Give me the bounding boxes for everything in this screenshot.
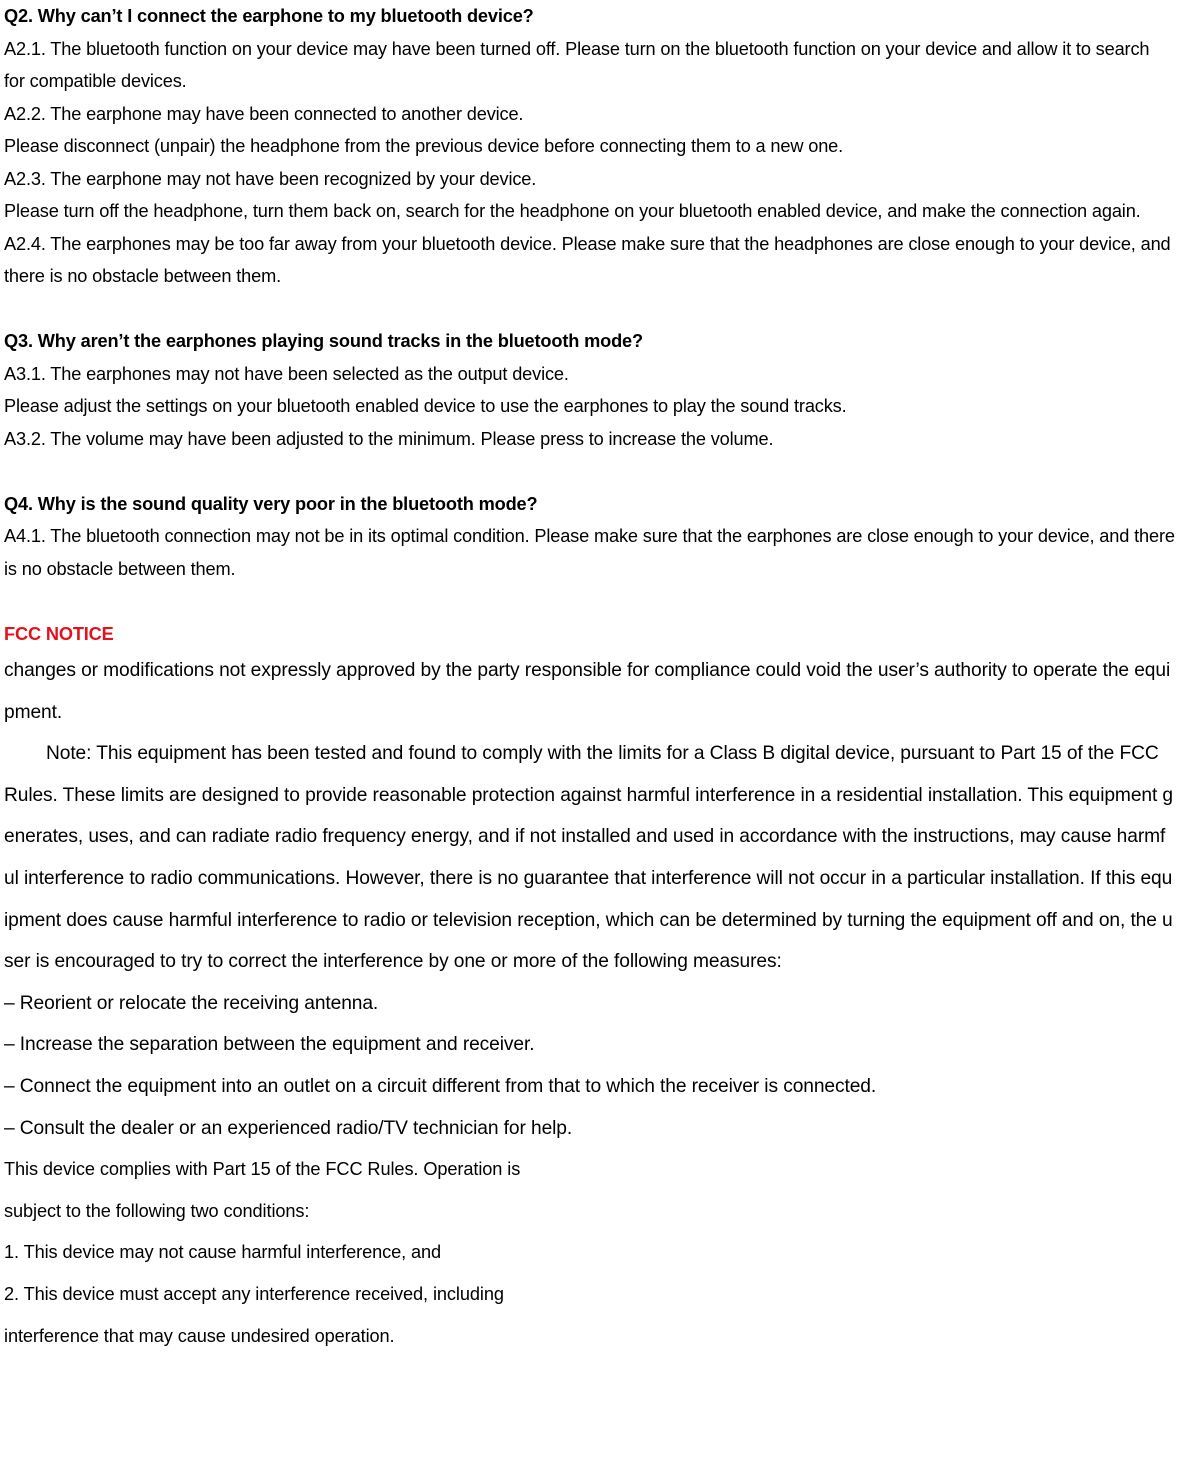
answer-line: Please turn off the headphone, turn them back on, search for the headphone on your bluetooth enabled device, and make the connection again.: [4, 201, 1141, 221]
fcc-changes-text: changes or modifications not expressly approved by the party responsible for compliance could void the user’s authority to operate the equipment.: [4, 660, 1171, 723]
faq-q4: [4, 488, 1175, 586]
spacer: [4, 293, 1175, 326]
spacer: [4, 455, 1175, 488]
answer-line: A3.2. The volume may have been adjusted to the minimum. Please press to increase the volume.: [4, 428, 774, 449]
faq-section: [4, 0, 1175, 650]
fcc-measure-item: – Increase the separation between the equipment and receiver.: [4, 1034, 535, 1056]
answer-line: A2.2. The earphone may have been connected to another device.: [4, 103, 524, 124]
fcc-notice-title: FCC NOTICE: [4, 623, 114, 644]
fcc-compliance-line: 2. This device must accept any interference received, including: [4, 1283, 504, 1304]
fcc-compliance-line: interference that may cause undesired operation.: [4, 1325, 395, 1346]
answer-line: Please disconnect (unpair) the headphone from the previous device before connecting them to a new one.: [4, 136, 844, 156]
question-heading: Q3. Why aren’t the earphones playing sound tracks in the bluetooth mode?: [4, 331, 643, 351]
fcc-measure-item: – Connect the equipment into an outlet on a circuit different from that to which the receiver is connected.: [4, 1075, 877, 1097]
answer-line: A2.1. The bluetooth function on your device may have been turned off. Please turn on the bluetooth function on your device and allow it to search for compatible devices.: [4, 38, 1150, 91]
faq-q3: [4, 325, 1175, 455]
spacer: [4, 585, 1175, 618]
answer-line: A2.3. The earphone may not have been recognized by your device.: [4, 168, 537, 189]
answer-line: A4.1. The bluetooth connection may not be in its optimal condition. Please make sure that the earphones are close enough to your device, and there is no obstacle between them.: [4, 526, 1175, 579]
fcc-compliance-line: 1. This device may not cause harmful interference, and: [4, 1242, 442, 1263]
answer-line: A3.1. The earphones may not have been selected as the output device.: [4, 363, 569, 384]
fcc-compliance-line: subject to the following two conditions:: [4, 1200, 310, 1221]
answer-line: Please adjust the settings on your bluetooth enabled device to use the earphones to play the sound tracks.: [4, 396, 847, 416]
fcc-section: [4, 650, 1175, 1357]
question-heading: Q2. Why can’t I connect the earphone to my bluetooth device?: [4, 6, 534, 26]
question-heading: Q4. Why is the sound quality very poor in the bluetooth mode?: [4, 493, 538, 514]
answer-line: A2.4. The earphones may be too far away from your bluetooth device. Please make sure that the headphones are close enough to your device, and there is no obstacle between them.: [4, 233, 1171, 286]
fcc-note-text: Note: This equipment has been tested and found to comply with the limits for a Class B digital device, pursuant to Part 15 of the FCC Rules. These limits are designed to provide reasonable protection against harmful interference in a residential installation. This equipment generates, uses, and can radiate radio frequency energy, and if not installed and used in accordance with the instructions, may cause harmful interference to radio communications. However, there is no guarantee that interference will not occur in a particular installation. If this equipment does cause harmful interference to radio or television reception, which can be determined by turning the equipment off and on, the user is encouraged to try to correct the interference by one or more of the following measures:: [4, 743, 1173, 973]
fcc-measure-item: – Consult the dealer or an experienced radio/TV technician for help.: [4, 1117, 573, 1139]
fcc-measure-item: – Reorient or relocate the receiving antenna.: [4, 992, 379, 1014]
faq-q2: [4, 0, 1175, 293]
fcc-compliance-line: This device complies with Part 15 of the FCC Rules. Operation is: [4, 1159, 521, 1180]
